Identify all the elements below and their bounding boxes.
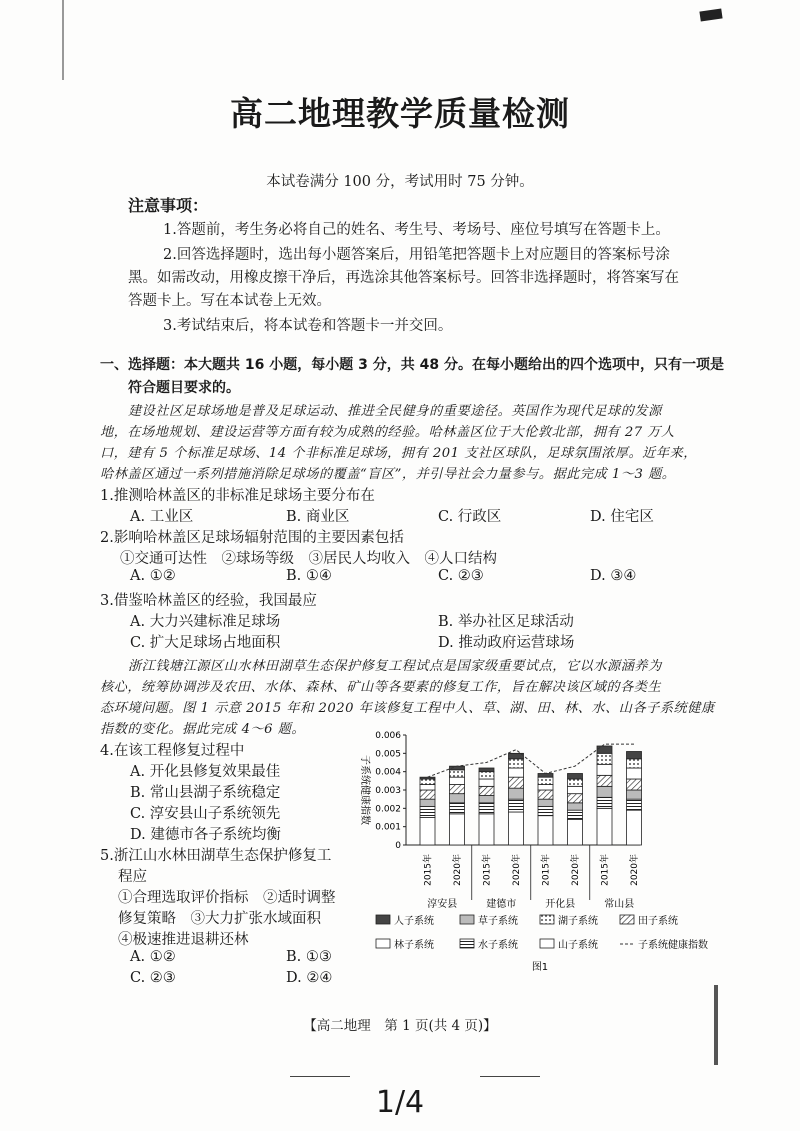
bar-segment (627, 752, 642, 759)
q1-stem: 1.推测哈林盖区的非标准足球场主要分布在 (100, 488, 375, 504)
legend-swatch (460, 915, 474, 924)
y-tick-label: 0.001 (375, 822, 401, 833)
page-footer: 【高二地理 第 1 页(共 4 页)】 (303, 1018, 497, 1034)
notice-line-4: 答题卡上。写在本试卷上无效。 (128, 293, 331, 309)
section-heading-cont: 符合题目要求的。 (128, 380, 240, 396)
page-title: 高二地理教学质量检测 (230, 94, 570, 133)
x-tick-label: 2020年 (453, 854, 463, 886)
y-tick-label: 0.003 (375, 786, 401, 796)
q3-option-a: A. 大力兴建标准足球场 (130, 614, 281, 630)
q5-stem: 5.浙江山水林田湖草生态保护修复工 (100, 848, 332, 864)
group-label: 淳安县 (427, 899, 458, 910)
q3-option-b: B. 举办社区足球活动 (438, 614, 574, 630)
legend-label: 人子系统 (394, 916, 434, 927)
y-axis-label: 子系统健康指数 (359, 755, 370, 825)
passage1-line-1: 建设社区足球场地是普及足球运动、推进全民健身的重要途径。英国作为现代足球的发源 (128, 404, 662, 419)
q2-option-d: D. ③④ (590, 568, 637, 584)
passage2-line-4: 指数的变化。据此完成 4～6 题。 (100, 722, 306, 737)
q3-option-c: C. 扩大足球场占地面积 (130, 635, 281, 651)
legend-label: 草子系统 (478, 916, 518, 927)
bar-segment (509, 812, 524, 845)
q4-option-c: C. 淳安县山子系统领先 (130, 806, 281, 822)
bar-segment (568, 794, 583, 803)
passage2-line-3: 态环境问题。图 1 示意 2015 年和 2020 年该修复工程中人、草、湖、田、林、水、山各子系统健康 (100, 701, 715, 716)
x-tick-label: 2020年 (630, 854, 640, 886)
bar-segment (509, 788, 524, 799)
bar-segment (420, 779, 435, 785)
exam-subtitle: 本试卷满分 100 分，考试用时 75 分钟。 (266, 174, 534, 190)
y-tick-label: 0.005 (375, 749, 401, 760)
bar-segment (597, 786, 612, 797)
q5-items-2: 修复策略 ③大力扩张水域面积 (118, 911, 321, 927)
bar-segment (479, 768, 494, 772)
legend-swatch (460, 939, 474, 948)
bar-segment (450, 803, 465, 814)
q4-option-b: B. 常山县湖子系统稳定 (130, 785, 281, 801)
x-tick-label: 2020年 (571, 854, 581, 886)
bar-segment (538, 774, 553, 778)
page-indicator: 1/4 (375, 1085, 425, 1120)
group-label: 建德市 (486, 899, 517, 910)
scan-mark-top-right (699, 9, 722, 22)
q1-option-c: C. 行政区 (438, 509, 502, 525)
legend-swatch (540, 939, 554, 948)
q2-option-c: C. ②③ (438, 568, 484, 584)
bar-segment (568, 779, 583, 786)
q5-option-b: B. ①③ (286, 949, 332, 965)
q1-option-b: B. 商业区 (286, 509, 350, 525)
bar-segment (597, 808, 612, 845)
bar-segment (627, 810, 642, 845)
bar-segment (627, 768, 642, 779)
passage2-line-2: 核心，统筹协调涉及农田、水体、森林、矿山等各要素的修复工作，旨在解决该区域的各类生 (100, 680, 662, 695)
notice-line-1: 1.答题前，考生务必将自己的姓名、考生号、考场号、座位号填写在答题卡上。 (163, 222, 670, 238)
scan-mark-left-edge (62, 0, 64, 80)
bar-segment (597, 797, 612, 808)
legend-label: 山子系统 (558, 940, 598, 951)
bar-segment (420, 790, 435, 799)
bar-segment (509, 777, 524, 788)
bar-segment (420, 785, 435, 791)
y-tick-label: 0.002 (375, 804, 401, 815)
x-tick-label: 2015年 (600, 854, 611, 886)
bar-segment (568, 810, 583, 819)
bar-segment (509, 759, 524, 768)
bar-segment (479, 796, 494, 803)
bar-segment (538, 816, 553, 845)
divider-left (290, 1076, 350, 1077)
q4-option-a: A. 开化县修复效果最佳 (130, 764, 281, 780)
bar-segment (568, 786, 583, 793)
bar-segment (627, 790, 642, 799)
bar-segment (479, 779, 494, 786)
q2-option-a: A. ①② (130, 568, 176, 584)
bar-segment (538, 790, 553, 799)
bar-segment (538, 807, 553, 816)
x-tick-label: 2020年 (512, 854, 522, 886)
q2-stem: 2.影响哈林盖区足球场辐射范围的主要因素包括 (100, 530, 404, 546)
q3-stem: 3.借鉴哈林盖区的经验，我国最应 (100, 593, 317, 609)
bar-segment (597, 775, 612, 786)
group-label: 常山县 (604, 899, 635, 910)
bar-segment (420, 799, 435, 806)
bar-segment (568, 819, 583, 845)
x-tick-label: 2015年 (482, 854, 493, 886)
notice-line-2: 2.回答选择题时，选出每小题答案后，用铅笔把答题卡上对应题目的答案标号涂 (163, 247, 670, 263)
q1-option-d: D. 住宅区 (590, 509, 654, 525)
bar-segment (420, 807, 435, 818)
q5-stem-cont: 程应 (118, 869, 147, 885)
passage1-line-2: 地，在场地规划、建设运营等方面有较为成熟的经验。哈林盖区位于大伦敦北部，拥有 27 万人 (100, 425, 675, 440)
notice-line-3: 黑。如需改动，用橡皮擦干净后，再选涂其他答案标号。回答非选择题时，将答案写在 (128, 270, 679, 286)
bar-segment (509, 768, 524, 777)
q5-items-3: ④极速推进退耕还林 (118, 932, 249, 948)
figure-1-chart (340, 730, 720, 980)
q5-items-1: ①合理选取评价指标 ②适时调整 (118, 890, 336, 906)
passage1-line-4: 哈林盖区通过一系列措施消除足球场的覆盖“盲区”，并引导社会力量参与。据此完成 1～3 题。 (100, 467, 676, 482)
bar-segment (627, 759, 642, 768)
q4-option-d: D. 建德市各子系统均衡 (130, 827, 281, 843)
bar-segment (450, 770, 465, 777)
bar-segment (627, 779, 642, 790)
q5-option-c: C. ②③ (130, 970, 176, 986)
bar-segment (568, 774, 583, 780)
y-tick-label: 0.004 (375, 767, 401, 778)
legend-label: 林子系统 (394, 940, 434, 951)
bar-segment (597, 753, 612, 764)
legend-swatch (376, 939, 390, 948)
q3-option-d: D. 推动政府运营球场 (438, 635, 575, 651)
bar-segment (627, 799, 642, 810)
legend-label: 田子系统 (638, 916, 678, 927)
bar-segment (568, 803, 583, 810)
section-heading: 一、选择题：本大题共 16 小题，每小题 3 分，共 48 分。在每小题给出的四个选项中，只有一项是 (100, 357, 724, 373)
legend-label: 湖子系统 (558, 916, 598, 927)
bar-segment (479, 772, 494, 779)
legend-label: 水子系统 (478, 940, 518, 951)
bar-segment (420, 818, 435, 846)
legend-label: 子系统健康指数 (638, 940, 708, 951)
bar-segment (420, 777, 435, 779)
bar-segment (538, 777, 553, 784)
figure-caption: 图1 (531, 962, 549, 973)
bar-segment (479, 803, 494, 814)
bar-segment (597, 764, 612, 775)
notice-line-5: 3.考试结束后，将本试卷和答题卡一并交回。 (163, 318, 453, 334)
bar-segment (450, 814, 465, 845)
bar-segment (538, 799, 553, 806)
x-tick-label: 2015年 (423, 854, 434, 886)
passage2-line-1: 浙江钱塘江源区山水林田湖草生态保护修复工程试点是国家级重要试点，它以水源涵养为 (128, 659, 662, 674)
y-tick-label: 0.006 (375, 731, 401, 741)
q5-option-d: D. ②④ (286, 970, 333, 986)
bar-segment (509, 799, 524, 812)
bar-segment (479, 814, 494, 845)
divider-right (480, 1076, 540, 1077)
bar-segment (450, 794, 465, 803)
bar-segment (597, 746, 612, 753)
bar-segment (479, 786, 494, 795)
legend-swatch (540, 915, 554, 924)
legend-swatch (376, 915, 390, 924)
notice-heading: 注意事项： (128, 196, 209, 215)
q2-items: ①交通可达性 ②球场等级 ③居民人均收入 ④人口结构 (120, 551, 497, 567)
bar-segment (538, 785, 553, 791)
y-tick-label: 0 (395, 841, 401, 851)
q4-stem: 4.在该工程修复过程中 (100, 743, 245, 759)
q5-option-a: A. ①② (130, 949, 176, 965)
passage1-line-3: 口，建有 5 个标准足球场、14 个非标准足球场，拥有 201 支社区球队，足球氛围浓厚。近年来， (100, 446, 697, 461)
q2-option-b: B. ①④ (286, 568, 332, 584)
bar-segment (450, 785, 465, 794)
group-label: 开化县 (545, 899, 576, 910)
legend-swatch (620, 915, 634, 924)
bar-segment (450, 777, 465, 784)
x-tick-label: 2015年 (541, 854, 552, 886)
q1-option-a: A. 工业区 (130, 509, 194, 525)
